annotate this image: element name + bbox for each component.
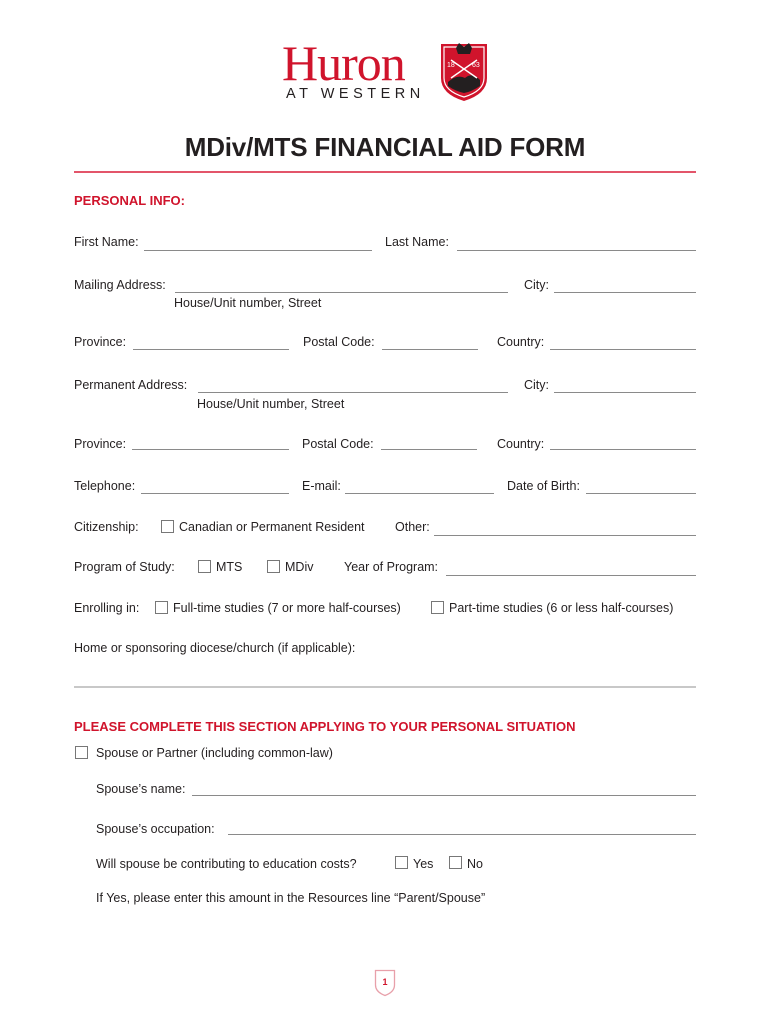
- canadian-label: Canadian or Permanent Resident: [179, 520, 365, 534]
- permanent-postal-code-field[interactable]: [381, 449, 477, 450]
- first-name-label: First Name:: [74, 235, 139, 249]
- mdiv-label: MDiv: [285, 560, 314, 574]
- crest-year-left: 18: [447, 62, 455, 69]
- fulltime-label: Full-time studies (7 or more half-courses): [173, 601, 401, 615]
- personal-info-heading: PERSONAL INFO:: [74, 193, 185, 208]
- email-field[interactable]: [345, 493, 494, 494]
- no-label: No: [467, 857, 483, 871]
- permanent-province-label: Province:: [74, 437, 127, 451]
- program-label: Program of Study:: [74, 560, 175, 574]
- mailing-country-label: Country:: [497, 335, 545, 349]
- telephone-field[interactable]: [141, 493, 289, 494]
- permanent-country-label: Country:: [497, 437, 545, 451]
- crest-year-right: 63: [472, 62, 480, 69]
- no-checkbox[interactable]: [449, 856, 462, 869]
- parttime-checkbox[interactable]: [431, 601, 444, 614]
- permanent-postal-code-label: Postal Code:: [302, 437, 374, 451]
- permanent-street-hint: House/Unit number, Street: [197, 397, 345, 411]
- mailing-province-field[interactable]: [133, 349, 289, 350]
- permanent-address-field[interactable]: [198, 392, 508, 393]
- title-divider: [74, 171, 696, 173]
- parttime-label: Part-time studies (6 or less half-courses): [449, 601, 674, 615]
- mdiv-checkbox[interactable]: [267, 560, 280, 573]
- spouse-label: Spouse or Partner (including common-law): [96, 746, 333, 760]
- page-number: 1: [382, 977, 388, 987]
- dob-label: Date of Birth:: [507, 479, 580, 493]
- last-name-field[interactable]: [457, 250, 696, 251]
- spouse-name-label: Spouse’s name:: [96, 782, 186, 796]
- permanent-city-label: City:: [524, 378, 549, 392]
- fulltime-checkbox[interactable]: [155, 601, 168, 614]
- permanent-address-label: Permanent Address:: [74, 378, 188, 392]
- permanent-province-field[interactable]: [132, 449, 289, 450]
- spouse-checkbox[interactable]: [75, 746, 88, 759]
- year-of-program-field[interactable]: [446, 575, 696, 576]
- year-of-program-label: Year of Program:: [344, 560, 439, 574]
- other-citizenship-label: Other:: [395, 520, 430, 534]
- first-name-field[interactable]: [144, 250, 372, 251]
- mailing-city-field[interactable]: [554, 292, 696, 293]
- page-number-shield-icon: [374, 969, 396, 997]
- diocese-label: Home or sponsoring diocese/church (if applicable):: [74, 641, 356, 655]
- yes-checkbox[interactable]: [395, 856, 408, 869]
- logo-subtitle: AT WESTERN: [286, 86, 425, 102]
- yes-label: Yes: [413, 857, 434, 871]
- mailing-country-field[interactable]: [550, 349, 696, 350]
- mailing-street-hint: House/Unit number, Street: [174, 296, 322, 310]
- mailing-address-field[interactable]: [175, 292, 508, 293]
- situation-heading: PLEASE COMPLETE THIS SECTION APPLYING TO YOUR PERSONAL SITUATION: [74, 719, 576, 734]
- mailing-city-label: City:: [524, 278, 549, 292]
- enrolling-label: Enrolling in:: [74, 601, 140, 615]
- spouse-amount-note: If Yes, please enter this amount in the Resources line “Parent/Spouse”: [96, 891, 486, 905]
- permanent-city-field[interactable]: [554, 392, 696, 393]
- permanent-country-field[interactable]: [550, 449, 696, 450]
- mailing-postal-code-field[interactable]: [382, 349, 478, 350]
- form-title: MDiv/MTS FINANCIAL AID FORM: [184, 132, 586, 162]
- contributing-label: Will spouse be contributing to education costs?: [96, 857, 357, 871]
- diocese-field[interactable]: [74, 686, 696, 688]
- canadian-checkbox[interactable]: [161, 520, 174, 533]
- mailing-province-label: Province:: [74, 335, 127, 349]
- logo-wordmark: Huron: [282, 35, 405, 91]
- mts-checkbox[interactable]: [198, 560, 211, 573]
- email-label: E-mail:: [302, 479, 341, 493]
- spouse-name-field[interactable]: [192, 795, 696, 796]
- mailing-postal-code-label: Postal Code:: [303, 335, 375, 349]
- spouse-occupation-label: Spouse’s occupation:: [96, 822, 215, 836]
- dob-field[interactable]: [586, 493, 696, 494]
- mts-label: MTS: [216, 560, 243, 574]
- last-name-label: Last Name:: [385, 235, 449, 249]
- spouse-occupation-field[interactable]: [228, 834, 696, 835]
- citizenship-label: Citizenship:: [74, 520, 139, 534]
- mailing-address-label: Mailing Address:: [74, 278, 166, 292]
- telephone-label: Telephone:: [74, 479, 136, 493]
- crest-icon: [439, 38, 489, 102]
- other-citizenship-field[interactable]: [434, 535, 696, 536]
